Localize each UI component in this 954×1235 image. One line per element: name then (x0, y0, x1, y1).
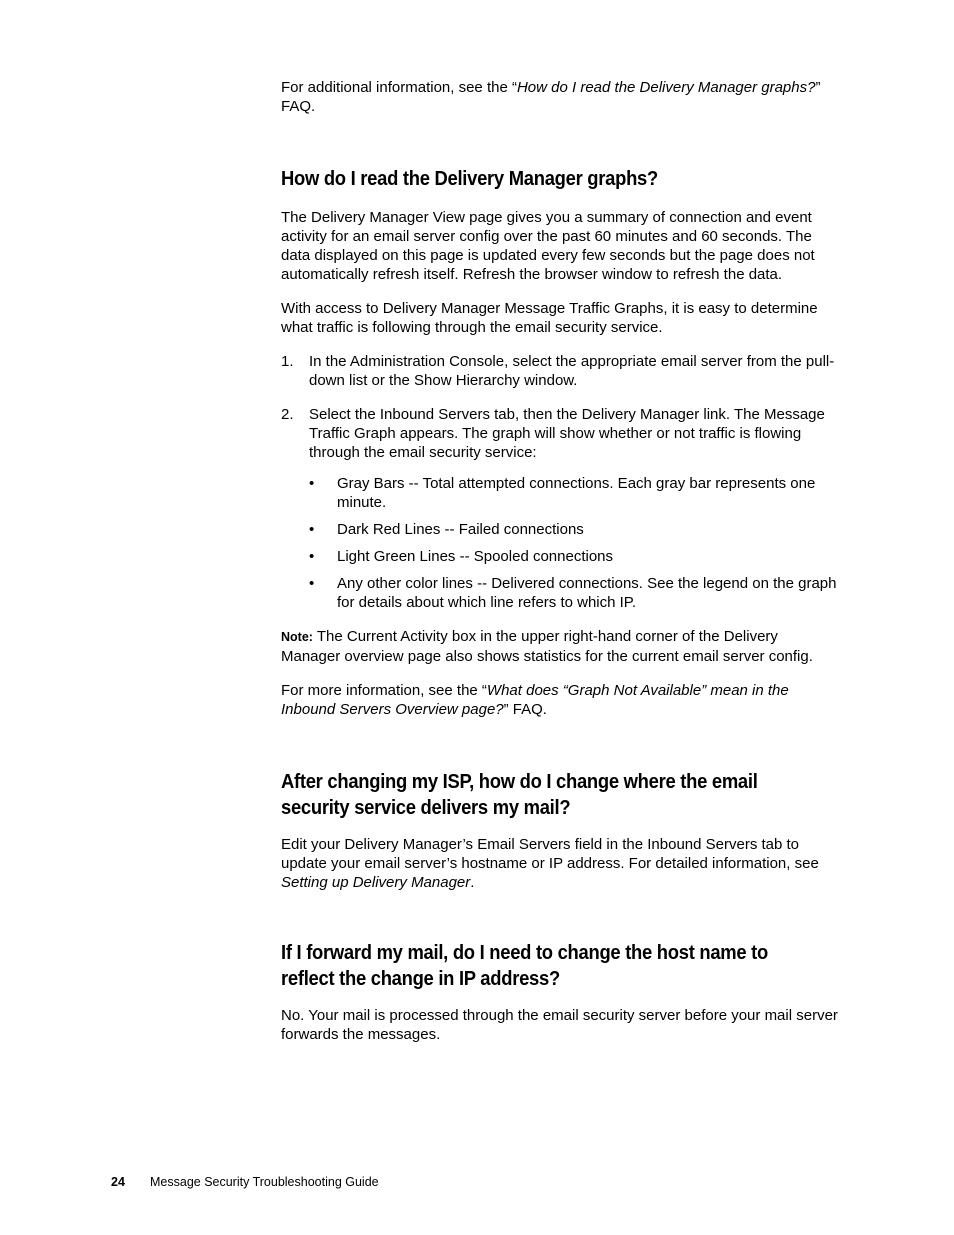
setup-delivery-manager-reference: Setting up Delivery Manager (281, 874, 471, 891)
heading-line: After changing my ISP, how do I change where the email (281, 771, 758, 793)
steps-list (281, 352, 841, 612)
intro-text: For additional information, see the “ (281, 79, 517, 96)
step-text: Select the Inbound Servers tab, then the Delivery Manager link. The Message Traffic Graph appears. The graph will show whether or not traffic is flowing through the email security service: (309, 406, 825, 461)
email-servers-text: Edit your Delivery Manager’s Email Servers field in the Inbound Servers tab to update your email server’s hostname or IP address. For detailed information, see (281, 836, 819, 872)
intro-text-end: ” FAQ. (281, 79, 821, 115)
step-number: 2. (281, 406, 294, 423)
step-item (281, 352, 841, 390)
step-number: 1. (281, 353, 294, 370)
list-item-text: Gray Bars -- Total attempted connections. Each gray bar represents one minute. (337, 475, 816, 511)
page-number: 24 (111, 1175, 125, 1189)
more-info-text-end: ” FAQ. (503, 701, 547, 718)
footer-title: Message Security Troubleshooting Guide (150, 1175, 379, 1189)
list-item-text: Any other color lines -- Delivered connections. See the legend on the graph for details about which line refers to which IP. (337, 575, 837, 611)
list-item (309, 474, 841, 512)
forward-mail-paragraph: No. Your mail is processed through the email security server before your mail server forwards the messages. (281, 1007, 838, 1043)
heading-forward-mail (281, 940, 833, 992)
heading-line: If I forward my mail, do I need to change the host name to (281, 942, 768, 964)
heading-line: security service delivers my mail? (281, 797, 571, 819)
traffic-graphs-paragraph: With access to Delivery Manager Message Traffic Graphs, it is easy to determine what traffic is following through the email security service. (281, 300, 818, 336)
heading-change-isp (281, 769, 833, 821)
bullet-icon: • (309, 521, 315, 538)
step-text: In the Administration Console, select the appropriate email server from the pull-down list or the Show Hierarchy window. (309, 353, 835, 389)
intro-faq-reference: How do I read the Delivery Manager graphs? (516, 79, 816, 96)
bullet-icon: • (309, 548, 315, 565)
heading-line: reflect the change in IP address? (281, 968, 560, 990)
heading-delivery-manager-graphs: How do I read the Delivery Manager graphs? (281, 168, 658, 190)
list-item-text: Dark Red Lines -- Failed connections (337, 521, 584, 538)
list-item (309, 574, 841, 612)
delivery-view-paragraph: The Delivery Manager View page gives you a summary of connection and event activity for an email server config over the past 60 minutes and 60 seconds. The data displayed on this page is updated every few seconds but the page does not automatically refresh itself. Refresh the browser window to refresh the data. (281, 209, 815, 283)
list-item (309, 547, 841, 566)
intro-paragraph (281, 78, 841, 116)
bullet-icon: • (309, 475, 315, 492)
more-info-paragraph (281, 681, 841, 719)
more-info-faq-reference: What does “Graph Not Available” mean in the Inbound Servers Overview page? (281, 682, 789, 718)
note-text: The Current Activity box in the upper right-hand corner of the Delivery Manager overview page also shows statistics for the current email server config. (281, 628, 813, 665)
email-servers-text-end: . (470, 874, 475, 891)
list-item (309, 520, 841, 539)
note-paragraph (281, 627, 841, 666)
more-info-text: For more information, see the “ (281, 682, 487, 699)
page-content (281, 78, 841, 1044)
list-item-text: Light Green Lines -- Spooled connections (337, 548, 614, 565)
note-label: Note: (281, 630, 313, 644)
email-servers-paragraph (281, 835, 841, 892)
bullet-icon: • (309, 575, 315, 592)
page-footer (111, 1174, 379, 1190)
graph-legend-list (309, 474, 841, 612)
step-item (281, 405, 841, 612)
